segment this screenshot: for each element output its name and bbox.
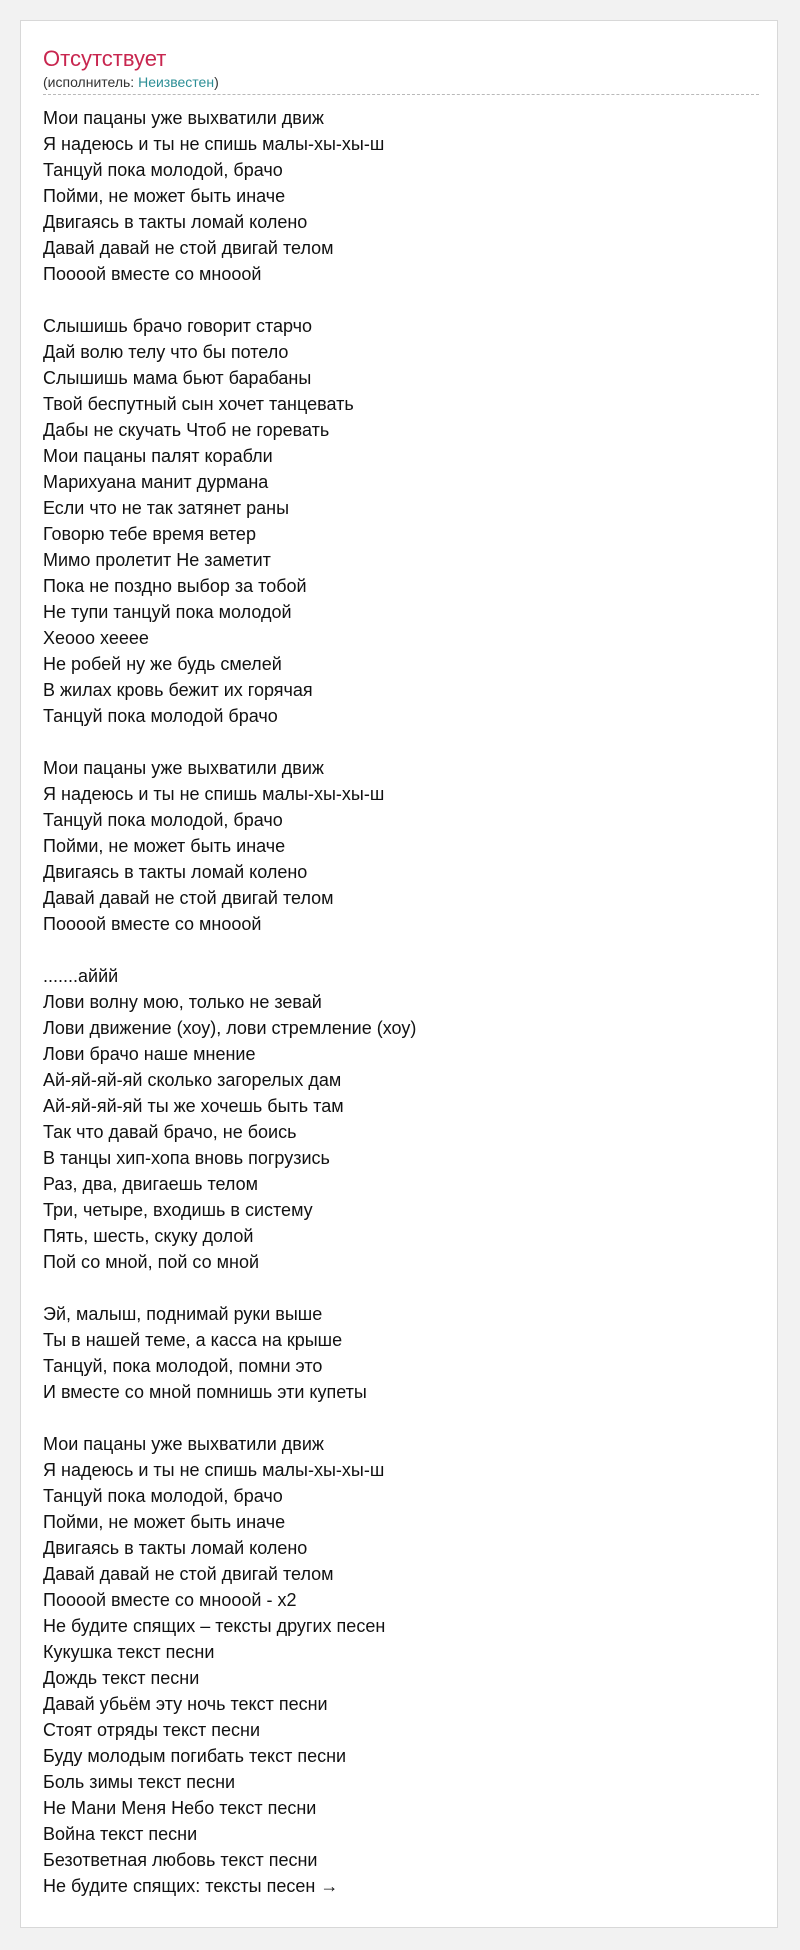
stanza-break — [43, 937, 759, 963]
lyric-line: Марихуана манит дурмана — [43, 472, 269, 492]
related-song-link[interactable]: Стоят отряды текст песни — [43, 1720, 261, 1740]
lyric-line: Лови волну мою, только не зевай — [43, 992, 322, 1012]
related-song-link[interactable]: Буду молодым погибать текст песни — [43, 1746, 347, 1766]
lyric-line: Слышишь брачо говорит старчо — [43, 316, 312, 336]
lyrics-card — [20, 20, 778, 1928]
lyric-line: Пой со мной, пой со мной — [43, 1252, 260, 1272]
lyric-line: Давай давай не стой двигай телом — [43, 888, 334, 908]
lyric-line: .......аййй — [43, 966, 119, 986]
lyric-line: Лови движение (хоу), лови стремление (хоу) — [43, 1018, 417, 1038]
lyric-line: Пойми, не может быть иначе — [43, 186, 286, 206]
lyric-line: Двигаясь в такты ломай колено — [43, 212, 308, 232]
header-divider — [43, 94, 759, 95]
stanza-break — [43, 1275, 759, 1301]
lyric-line: Пока не поздно выбор за тобой — [43, 576, 307, 596]
lyric-line: Я надеюсь и ты не спишь малы-хы-хы-ш — [43, 1460, 385, 1480]
lyric-line: Пять, шесть, скуку долой — [43, 1226, 254, 1246]
lyric-line: Я надеюсь и ты не спишь малы-хы-хы-ш — [43, 134, 385, 154]
stanza-break — [43, 287, 759, 313]
lyric-line: Мимо пролетит Не заметит — [43, 550, 271, 570]
related-song-link[interactable]: Война текст песни — [43, 1824, 198, 1844]
artist-link[interactable]: Неизвестен — [138, 74, 215, 90]
lyric-line: Танцуй пока молодой брачо — [43, 706, 278, 726]
lyric-line: Ай-яй-яй-яй сколько загорелых дам — [43, 1070, 342, 1090]
lyric-line: Твой беспутный сын хочет танцевать — [43, 394, 354, 414]
lyric-line: Ай-яй-яй-яй ты же хочешь быть там — [43, 1096, 344, 1116]
related-song-link[interactable]: Не Мани Меня Небо текст песни — [43, 1798, 317, 1818]
lyric-line: Раз, два, двигаешь телом — [43, 1174, 259, 1194]
lyric-line: Мои пацаны уже выхватили движ — [43, 758, 324, 778]
lyric-line: Так что давай брачо, не боись — [43, 1122, 297, 1142]
lyrics-body — [43, 105, 759, 1899]
subtitle-suffix: ) — [214, 74, 219, 90]
lyric-line: Дабы не скучать Чтоб не горевать — [43, 420, 330, 440]
lyric-line: Ты в нашей теме, а касса на крыше — [43, 1330, 343, 1350]
song-subtitle — [43, 73, 759, 91]
lyric-line: Мои пацаны уже выхватили движ — [43, 1434, 324, 1454]
lyric-line: Пойми, не может быть иначе — [43, 1512, 286, 1532]
lyric-line: Слышишь мама бьют барабаны — [43, 368, 312, 388]
lyric-line: Поооой вместе со мнооой - x2 — [43, 1590, 297, 1610]
lyric-line: Мои пацаны уже выхватили движ — [43, 108, 324, 128]
lyric-line: Лови брачо наше мнение — [43, 1044, 256, 1064]
lyric-line: Давай давай не стой двигай телом — [43, 238, 334, 258]
lyric-line: Дай волю телу что бы потело — [43, 342, 289, 362]
related-song-link[interactable]: Кукушка текст песни — [43, 1642, 215, 1662]
related-song-link[interactable]: Безответная любовь текст песни — [43, 1850, 318, 1870]
stanza-break — [43, 729, 759, 755]
lyric-line: Давай давай не стой двигай телом — [43, 1564, 334, 1584]
lyric-line: Не робей ну же будь смелей — [43, 654, 282, 674]
song-header — [43, 44, 759, 91]
more-songs-link[interactable]: Не будите спящих: тексты песен → — [43, 1876, 339, 1896]
subtitle-prefix: (исполнитель: — [43, 74, 139, 90]
lyric-line: Хеооо хееее — [43, 628, 149, 648]
lyric-line: Если что не так затянет раны — [43, 498, 290, 518]
related-songs-heading: Не будите спящих – тексты других песен — [43, 1616, 386, 1636]
song-title: Отсутствует — [43, 46, 167, 71]
stanza-break — [43, 1405, 759, 1431]
lyric-line: И вместе со мной помнишь эти купеты — [43, 1382, 367, 1402]
lyric-line: Пойми, не может быть иначе — [43, 836, 286, 856]
lyric-line: Три, четыре, входишь в систему — [43, 1200, 313, 1220]
lyric-line: Я надеюсь и ты не спишь малы-хы-хы-ш — [43, 784, 385, 804]
lyric-line: Танцуй пока молодой, брачо — [43, 810, 283, 830]
related-song-link[interactable]: Дождь текст песни — [43, 1668, 200, 1688]
lyric-line: Поооой вместе со мнооой — [43, 264, 262, 284]
related-song-link[interactable]: Давай убьём эту ночь текст песни — [43, 1694, 328, 1714]
lyric-line: Танцуй пока молодой, брачо — [43, 1486, 283, 1506]
lyric-line: Двигаясь в такты ломай колено — [43, 862, 308, 882]
lyric-line: Эй, малыш, поднимай руки выше — [43, 1304, 323, 1324]
lyric-line: В жилах кровь бежит их горячая — [43, 680, 313, 700]
lyric-line: В танцы хип-хопа вновь погрузись — [43, 1148, 330, 1168]
lyric-line: Не тупи танцуй пока молодой — [43, 602, 292, 622]
lyric-line: Танцуй, пока молодой, помни это — [43, 1356, 323, 1376]
lyric-line: Говорю тебе время ветер — [43, 524, 256, 544]
lyric-line: Танцуй пока молодой, брачо — [43, 160, 283, 180]
related-song-link[interactable]: Боль зимы текст песни — [43, 1772, 236, 1792]
lyric-line: Мои пацаны палят корабли — [43, 446, 273, 466]
lyric-line: Поооой вместе со мнооой — [43, 914, 262, 934]
lyric-line: Двигаясь в такты ломай колено — [43, 1538, 308, 1558]
